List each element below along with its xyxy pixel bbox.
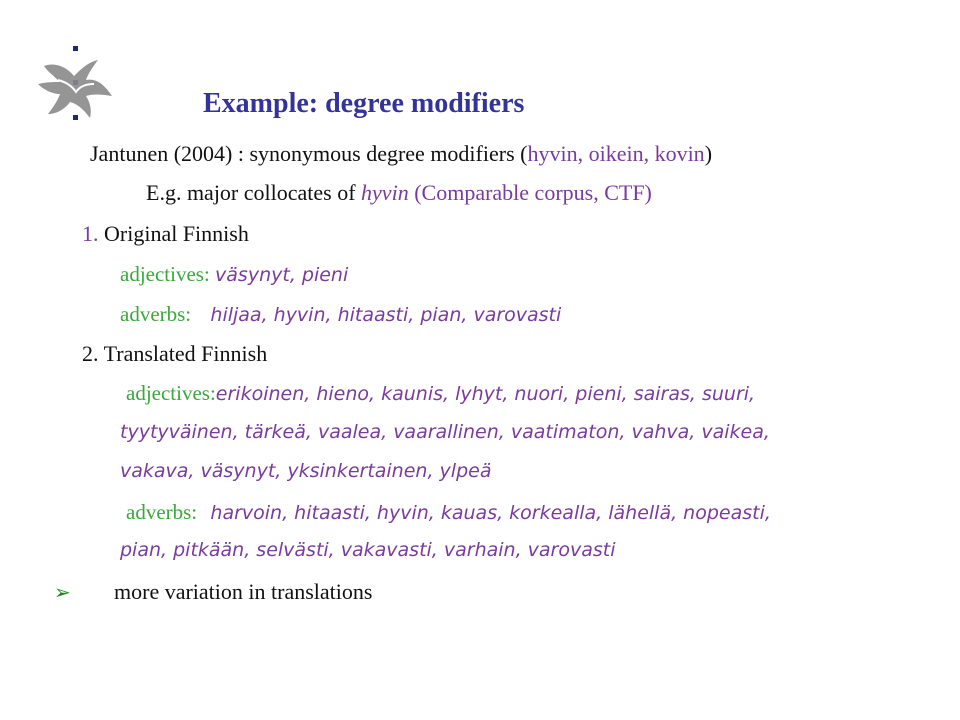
section1-adjectives (120, 262, 348, 287)
section2-adjectives-words-2: tyytyväinen, tärkeä, vaalea, vaarallinen, vaatimaton, vahva, vaikea, (120, 421, 770, 443)
section2-heading: 2. Translated Finnish (82, 341, 268, 366)
example-line (146, 180, 652, 206)
section1-number: 1. (82, 221, 99, 246)
intro-line (90, 141, 712, 167)
section2-adverbs-label: adverbs: (126, 500, 198, 524)
example-source: (Comparable corpus, CTF) (414, 180, 652, 205)
section1-title: Original Finnish (104, 221, 249, 246)
section1-adjectives-words: väsynyt, pieni (215, 264, 349, 286)
section1-adverbs-words: hiljaa, hyvin, hitaasti, pian, varovasti (210, 304, 562, 326)
slide-title: Example: degree modifiers (203, 88, 525, 119)
conclusion-line (54, 579, 372, 605)
intro-close: ) (704, 141, 713, 166)
intro-terms: hyvin, oikein, kovin (527, 141, 705, 166)
section2-adverbs-words-1: harvoin, hitaasti, hyvin, kauas, korkealla, lähellä, nopeasti, (210, 502, 771, 524)
section2-adjectives (126, 381, 755, 406)
conclusion-text: more variation in translations (114, 579, 373, 604)
section2-adverbs-words-2: pian, pitkään, selvästi, vakavasti, varhain, varovasti (120, 539, 616, 561)
section2-adverbs (126, 500, 771, 525)
section2-adjectives-words-3: vakava, väsynyt, yksinkertainen, ylpeä (120, 460, 492, 482)
section1-adverbs-label: adverbs: (120, 302, 192, 326)
section2-adjectives-label: adjectives: (126, 381, 216, 405)
section2-adjectives-words-1: erikoinen, hieno, kaunis, lyhyt, nuori, pieni, sairas, suuri, (215, 383, 756, 405)
section1-heading (82, 221, 249, 247)
flame-logo-icon (36, 40, 116, 130)
section1-adjectives-label: adjectives: (120, 262, 210, 286)
example-term: hyvin (361, 180, 409, 205)
section1-adverbs (120, 302, 561, 327)
arrow-bullet-icon: ➢ (54, 582, 71, 604)
intro-lead: Jantunen (2004) : synonymous degree modifiers ( (90, 141, 528, 166)
example-lead: E.g. major collocates of (146, 180, 362, 205)
